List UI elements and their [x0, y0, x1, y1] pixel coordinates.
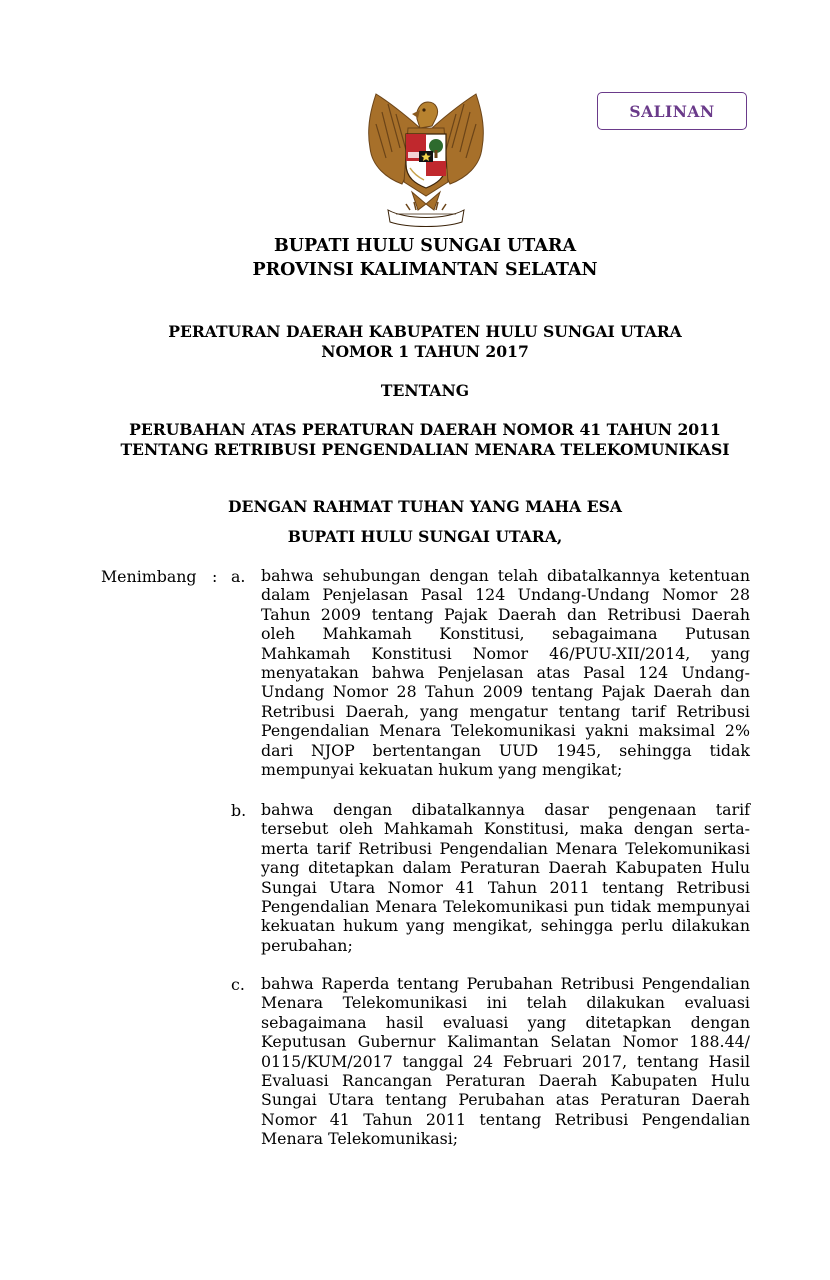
regulation-number: NOMOR 1 TAHUN 2017 [321, 342, 529, 361]
grace-formula: DENGAN RAHMAT TUHAN YANG MAHA ESA [228, 497, 622, 516]
item-b-marker: b. [231, 801, 247, 820]
considering-item-b: bahwa dengan dibatalkannya dasar pengenaan tarif tersebut oleh Mahkamah Konstitusi, maka dengan serta-merta tarif Retribusi Pengendalian Menara Telekomunikasi yang ditetapkan dalam Peraturan Daerah Kabupaten Hulu Sungai Utara Nomor 41 Tahun 2011 tentang Retribusi Pengendalian Menara Telekomunikasi pun tidak mempunyai kekuatan hukum yang mengikat, sehingga perlu dilakukan perubahan; [261, 800, 750, 955]
item-c-marker: c. [231, 975, 245, 994]
regent-title: BUPATI HULU SUNGAI UTARA [273, 236, 577, 256]
regulation-subject-line2: TENTANG RETRIBUSI PENGENDALIAN MENARA TELEKOMUNIKASI [120, 440, 730, 459]
item-a-marker: a. [231, 567, 246, 586]
salinan-label: SALINAN [629, 101, 715, 121]
about-heading: TENTANG [380, 381, 470, 400]
province-title: PROVINSI KALIMANTAN SELATAN [252, 260, 598, 280]
considering-item-a: bahwa sehubungan dengan telah dibatalkannya ketentuan dalam Penjelasan Pasal 124 Undang-Undang Nomor 28 Tahun 2009 tentang Pajak Daerah dan Retribusi Daerah oleh Mahkamah Konstitusi, sebagaimana Putusan Mahkamah Konstitusi Nomor 46/PUU-XII/2014, yang menyatakan bahwa Penjelasan atas Pasal 124 Undang-Undang Nomor 28 Tahun 2009 tentang Pajak Daerah dan Retribusi Daerah, yang mengatur tentang tarif Retribusi Pengendalian Menara Telekomunikasi yakni maksimal 2% dari NJOP bertentangan UUD 1945, sehingga tidak mempunyai kekuatan hukum yang mengikat; [261, 566, 750, 780]
regulation-title: PERATURAN DAERAH KABUPATEN HULU SUNGAI UTARA [168, 322, 682, 341]
authority-line: BUPATI HULU SUNGAI UTARA, [287, 527, 563, 546]
garuda-pancasila-emblem-icon [362, 92, 490, 228]
considering-separator: : [212, 567, 218, 586]
considering-item-c: bahwa Raperda tentang Perubahan Retribusi Pengendalian Menara Telekomunikasi ini telah dilakukan evaluasi sebagaimana hasil evaluasi yang ditetapkan dengan Keputusan Gubernur Kalimantan Selatan Nomor 188.44/ 0115/KUM/2017 tanggal 24 Februari 2017, tentang Hasil Evaluasi Rancangan Peraturan Daerah Kabupaten Hulu Sungai Utara tentang Perubahan atas Peraturan Daerah Nomor 41 Tahun 2011 tentang Retribusi Pengendalian Menara Telekomunikasi; [261, 974, 750, 1149]
regulation-subject-line1: PERUBAHAN ATAS PERATURAN DAERAH NOMOR 41 TAHUN 2011 [129, 420, 721, 439]
considering-label: Menimbang [101, 567, 197, 586]
salinan-stamp [597, 92, 747, 130]
